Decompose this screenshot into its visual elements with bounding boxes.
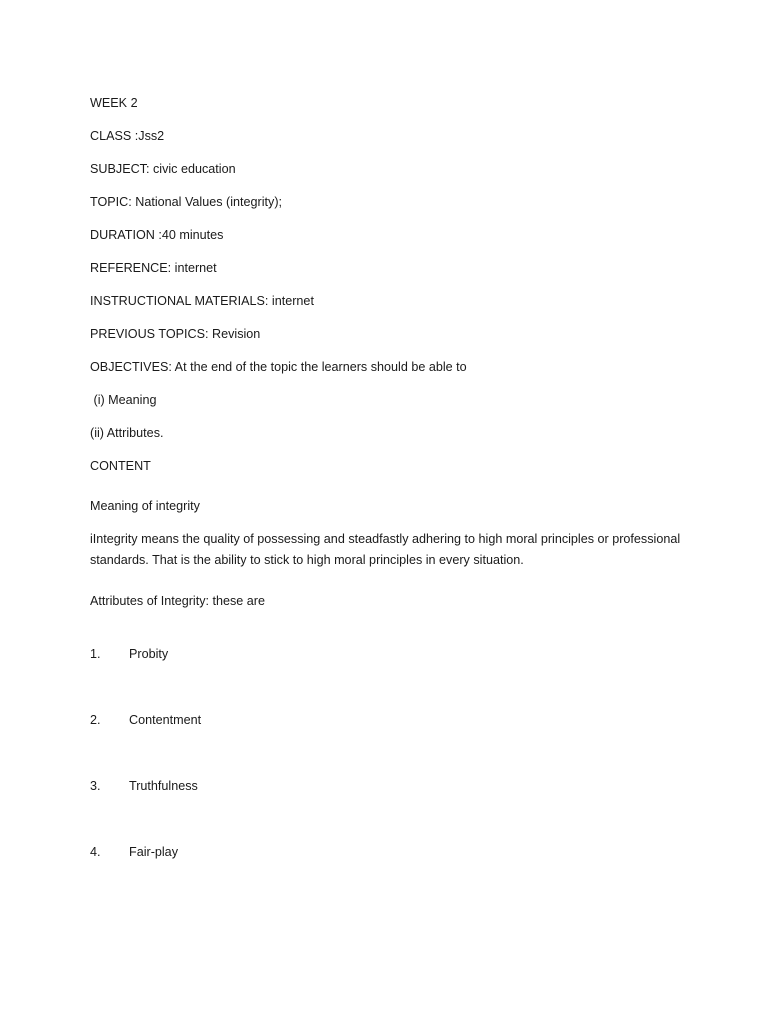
document-page: [90, 93, 690, 862]
meaning-paragraph: iIntegrity means the quality of possessing and steadfastly adhering to high moral principles or professional standards. That is the ability to stick to high moral principles in every situation.: [90, 532, 681, 567]
list-item: [90, 710, 690, 730]
list-text: Truthfulness: [129, 779, 198, 793]
week-label: WEEK 2: [90, 96, 138, 110]
list-text: Contentment: [129, 713, 202, 727]
reference-label: REFERENCE: internet: [90, 261, 217, 275]
list-item: [90, 776, 690, 796]
meaning-heading: Meaning of integrity: [90, 499, 200, 513]
list-item: [90, 842, 690, 862]
duration-label: DURATION :40 minutes: [90, 228, 224, 242]
attributes-heading: Attributes of Integrity: these are: [90, 594, 266, 608]
objectives-label: OBJECTIVES: At the end of the topic the learners should be able to: [90, 360, 467, 374]
content-heading: CONTENT: [90, 459, 151, 473]
list-number: 2.: [90, 713, 101, 727]
topic-label: TOPIC: National Values (integrity);: [90, 195, 283, 209]
list-number: 4.: [90, 845, 101, 859]
list-number: 3.: [90, 779, 101, 793]
materials-label: INSTRUCTIONAL MATERIALS: internet: [90, 294, 314, 308]
subject-label: SUBJECT: civic education: [90, 162, 236, 176]
list-text: Fair-play: [129, 845, 178, 859]
list-number: 1.: [90, 647, 101, 661]
class-label: CLASS :Jss2: [90, 129, 165, 143]
previous-topics-label: PREVIOUS TOPICS: Revision: [90, 327, 261, 341]
list-text: Probity: [129, 647, 169, 661]
objective-item: (i) Meaning: [90, 393, 157, 407]
list-item: [90, 644, 690, 664]
objective-item: (ii) Attributes.: [90, 426, 164, 440]
